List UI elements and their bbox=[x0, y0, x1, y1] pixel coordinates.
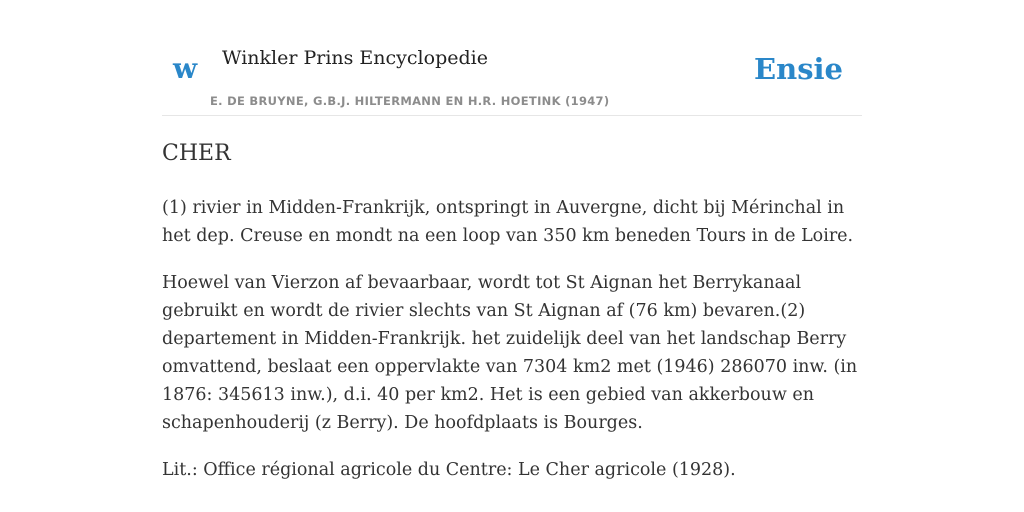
ensie-logo-link[interactable]: Ensie bbox=[754, 52, 843, 86]
entry-content bbox=[162, 138, 862, 503]
entry-literature: Lit.: Office régional agricole du Centre: Le Cher agricole (1928). bbox=[162, 460, 736, 480]
winkler-prins-logo-icon[interactable]: w bbox=[173, 52, 198, 85]
source-title[interactable]: Winkler Prins Encyclopedie bbox=[222, 47, 488, 69]
header bbox=[162, 0, 862, 116]
entry-paragraph: Hoewel van Vierzon af bevaarbaar, wordt tot St Aignan het Berrykanaal gebruikt en wordt de rivier slechts van St Aignan af (76 km) bevaren.(2) departement in Midden-Frankrijk. het zuidelijk deel van het landschap Berry omvattend, beslaat een oppervlakte van 7304 km2 met (1946) 286070 inw. (in 1876: 345613 inw.), d.i. 40 per km2. Het is een gebied van akkerbouw en schapenhouderij (z Berry). De hoofdplaats is Bourges. bbox=[162, 273, 858, 433]
entry-paragraph: (1) rivier in Midden-Frankrijk, ontspringt in Auvergne, dicht bij Mérinchal in het dep. Creuse en mondt na een loop van 350 km beneden Tours in de Loire. bbox=[162, 198, 854, 246]
entry-title: CHER bbox=[162, 141, 231, 166]
source-authors: E. DE BRUYNE, G.B.J. HILTERMANN EN H.R. HOETINK (1947) bbox=[210, 94, 610, 108]
